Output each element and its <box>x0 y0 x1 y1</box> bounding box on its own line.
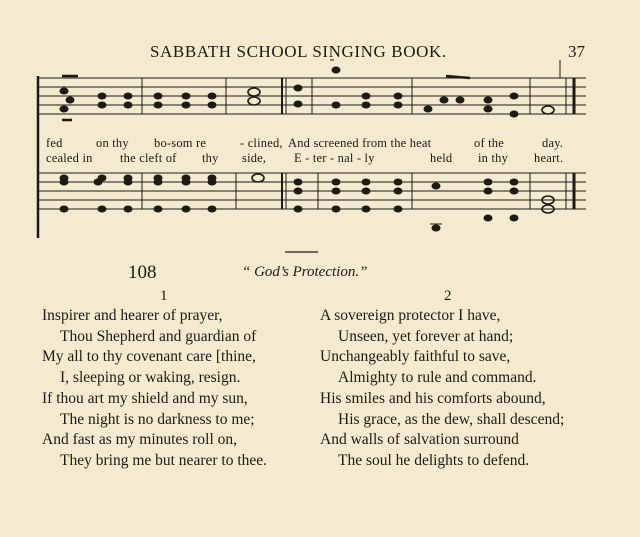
lyric-word: side, <box>242 151 267 165</box>
lyric-word: of the <box>474 136 505 150</box>
verse-line: Unseen, yet forever at hand; <box>338 328 514 345</box>
verse-line: The soul he delights to defend. <box>338 452 530 469</box>
verse-line: His smiles and his comforts abound, <box>320 390 546 407</box>
lyric-word: held <box>430 151 453 165</box>
lyric-word: bo-som re <box>154 136 207 150</box>
verse-line: If thou art my shield and my sun, <box>42 390 248 407</box>
lyric-word: E - ter - nal - ly <box>294 151 375 165</box>
lyric-word: fed <box>46 136 63 150</box>
lyric-word: cealed in <box>46 151 93 165</box>
verse-line: The night is no darkness to me; <box>60 411 255 428</box>
verse-line: They bring me but nearer to thee. <box>60 452 268 469</box>
hymn-number: 108 <box>128 262 157 283</box>
lyric-word: heart. <box>534 151 564 165</box>
lyric-word: on thy <box>96 136 129 150</box>
lyric-word: And screened from the heat <box>288 136 432 150</box>
lyric-word: the cleft of <box>120 151 177 165</box>
verse-line: Inspirer and hearer of prayer, <box>42 307 223 324</box>
lyric-word: - clined, <box>240 136 283 150</box>
stanza-number: 2 <box>444 288 452 304</box>
stanza-number: 1 <box>160 288 168 304</box>
hymn-title: “ God’s Protection.” <box>242 264 368 280</box>
lyric-word: thy <box>202 151 219 165</box>
verse-line: Unchangeably faithful to save, <box>320 348 511 365</box>
verse-line: Almighty to rule and command. <box>338 369 537 386</box>
verse-line: I, sleeping or waking, resign. <box>60 369 241 386</box>
book-title: SABBATH SCHOOL SINGING BOOK. <box>150 42 447 61</box>
lower-staff <box>38 173 586 209</box>
lyric-word: in thy <box>478 151 509 165</box>
verse-line: My all to thy covenant care [thine, <box>42 348 256 365</box>
upper-staff-notes <box>60 67 555 118</box>
verse-line: A sovereign protector I have, <box>320 307 501 324</box>
lower-staff-notes <box>60 174 555 232</box>
verse-line: And fast as my minutes roll on, <box>42 431 238 448</box>
lyric-word: day. <box>542 136 564 150</box>
verse-line: And walls of salvation surround <box>320 431 519 448</box>
verse-line: Thou Shepherd and guardian of <box>60 328 257 345</box>
verse-line: His grace, as the dew, shall descend; <box>338 411 565 428</box>
page-number: 37 <box>568 42 585 61</box>
